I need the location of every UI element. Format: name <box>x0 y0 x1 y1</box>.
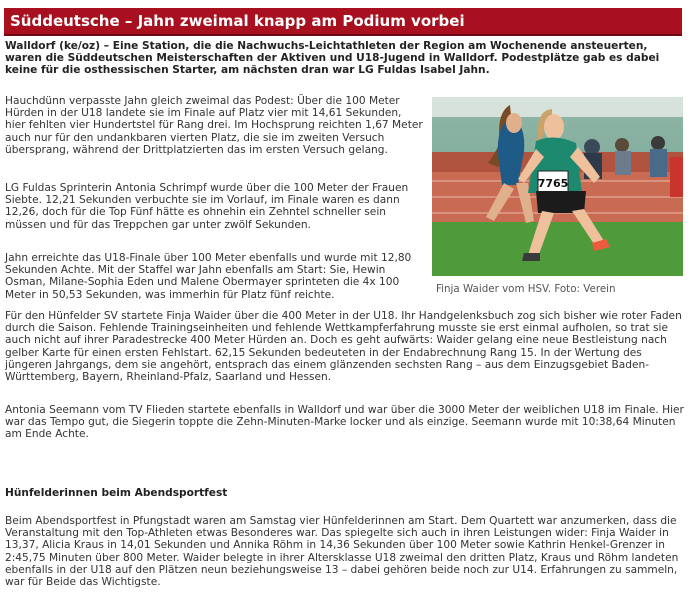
subheading: Hünfelderinnen beim Abendsportfest <box>5 487 228 499</box>
photo-caption: Finja Waider vom HSV. Foto: Verein <box>436 283 616 295</box>
article-lead: Walldorf (ke/oz) – Eine Station, die die Nachwuchs-Leichtathleten der Region am Wochenende ansteuerten, waren die Süddeutschen Meisterschaften der Aktiven und U18-Jugend in Walldorf. Podestplätze gab es dabei keine für die osthessischen Starter, am nächsten dran war LG Fuldas Isabel Jahn. <box>5 40 660 77</box>
paragraph-seemann: Antonia Seemann vom TV Flieden startete ebenfalls in Walldorf und war über die 3000 Meter der weiblichen U18 im Finale. Hier war das Tempo gut, die Siegerin toppte die Zehn-Minuten-Marke locker und als einzige. Seemann wurde mit 10:38,64 Minuten am Ende Achte. <box>5 404 684 441</box>
article-title: Süddeutsche – Jahn zweimal knapp am Podium vorbei <box>10 12 465 30</box>
athletes-photo <box>432 97 683 276</box>
bib-number: 7765 <box>537 177 569 190</box>
paragraph-abendsportfest: Beim Abendsportfest in Pfungstadt waren am Samstag vier Hünfelderinnen am Start. Dem Quartett war anzumerken, dass die Veranstaltung mit den Top-Athleten etwas Besonderes war. Das spiegelte sich auch in ihren Leistungen wider: Finja Waider in 13,37, Alicia Kraus in 14,01 Sekunden und Annika Röhm in 14,36 Sekunden über 100 Meter sowie Kathrin Henkel-Grenzer in 2:45,75 Minuten über 800 Meter. Waider belegte in ihrer Altersklasse U18 zweimal den dritten Platz, Kraus und Röhm landeten ebenfalls in der U18 auf den Plätzen neun beziehungsweise 13 – dabei gehören beide noch zur U14. Erfahrungen zu sammeln, war für Beide das Wichtigste. <box>5 515 679 589</box>
article-title-bar <box>4 8 682 36</box>
paragraph-schrimpf: LG Fuldas Sprinterin Antonia Schrimpf wurde über die 100 Meter der Frauen Siebte. 12,21 Sekunden verbuchte sie im Vorlauf, im Finale waren es dann 12,26, doch für die Top Fünf hätte es ohnehin ein Zehntel schneller sein müssen und für das Treppchen gar unter zwölf Sekunden. <box>5 182 409 231</box>
paragraph-hurdles: Hauchdünn verpasste Jahn gleich zweimal das Podest: Über die 100 Meter Hürden in der U18 landete sie im Finale auf Platz vier mit 14,61 Sekunden, hier fehlten vier Hundertstel für Rang drei. Im Hochsprung reichten 1,67 Meter auch nur für den undankbaren vierten Platz, die sie im zweiten Versuch übersprang, während der Drittplatzierten das im ersten Versuch gelang. <box>5 95 423 156</box>
paragraph-waider: Für den Hünfelder SV startete Finja Waider über die 400 Meter in der U18. Ihr Handgelenksbuch zog sich bisher wie roter Faden durch die Saison. Fehlende Trainingseinheiten und fehlende Wettkampferfahrung musste sie erst einmal aufholen, so trat sie auch nicht auf ihrer Paradestrecke 400 Meter Hürden an. Doch es geht aufwärts: Waider gelang eine neue Bestleistung nach gelber Karte für einen ersten Fehlstart. 62,15 Sekunden bedeuteten in der Endabrechnung Rang 15. In der Wertung des jüngeren Jahrgangs, dem sie angehört, entsprach das einem glänzenden sechsten Rang – aus dem Einzugsgebiet Baden-Württemberg, Bayern, Rheinland-Pfalz, Saarland und Hessen. <box>5 310 682 384</box>
paragraph-relay: Jahn erreichte das U18-Finale über 100 Meter ebenfalls und wurde mit 12,80 Sekunden Achte. Mit der Staffel war Jahn ebenfalls am Start: Sie, Hewin Osman, Milane-Sophia Eden und Malene Obermayer sprinteten die 4x 100 Meter in 50,53 Sekunden, was immerhin für Platz fünf reichte. <box>5 252 412 301</box>
